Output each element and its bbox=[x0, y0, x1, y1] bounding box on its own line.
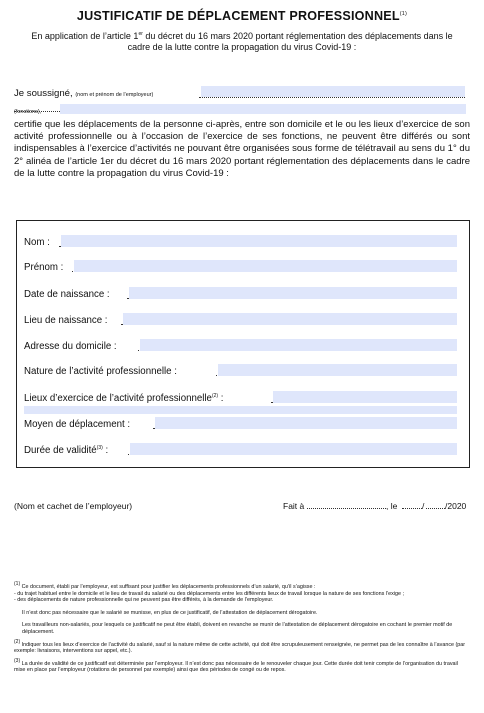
moyen-label: Moyen de déplacement : bbox=[24, 419, 131, 430]
footnote-1 bbox=[14, 581, 470, 591]
date-naissance-label: Date de naissance : bbox=[24, 289, 110, 300]
certification-text: certifie que les déplacements de la personne ci-après, entre son domicile et le ou les lieux d’exercice de son activité professionnelle ou à l’occasion de l’exercice de ses fonctions, ne peuvent être différés ou sont indispensables à l’exercice d’activités ne pouvant être organisées sous forme de télétravail au sens du 1° du 2° alinéa de l’article 1er du décret du 16 mars 2020 portant réglementation des déplacements dans le cadre de la lutte contre la propagation du virus Covid-19 : bbox=[14, 119, 470, 179]
adresse-input[interactable] bbox=[140, 339, 457, 351]
function-hint: (fonctions), bbox=[14, 109, 42, 115]
footnote-3 bbox=[14, 657, 470, 674]
duree-colon: : bbox=[102, 445, 109, 456]
lieux-label-text: Lieux d’exercice de l’activité professionnelle bbox=[24, 393, 212, 404]
footnote-2-marker: (2) bbox=[14, 638, 21, 645]
footnote-3-text: La durée de validité de ce justificatif est déterminée par l’employeur. Il n’est donc pas nécessaire de le renouveler chaque jour. Cette durée doit tenir compte de l’organisation du travail mise en place par l’employeur (rotations de personnel par exemple) ainsi que des périodes de congé ou de repos. bbox=[14, 660, 458, 674]
footnote-1-a: - du trajet habituel entre le domicile et le lieu de travail du salarié ou des déplacements entre les différents lieux de travail lorsque la nature de ses fonctions l’exige ; bbox=[14, 590, 405, 597]
date-naissance-input[interactable] bbox=[129, 287, 457, 299]
footnotes bbox=[14, 581, 470, 674]
footnote-1-b: - des déplacements de nature professionnelle qui ne peuvent pas être différés, à la demande de l’employeur. bbox=[14, 597, 274, 604]
lieu-naissance-label: Lieu de naissance : bbox=[24, 315, 108, 326]
lieu-naissance-input[interactable] bbox=[123, 313, 457, 325]
nature-label: Nature de l’activité professionnelle : bbox=[24, 366, 177, 377]
subtitle-sup: er bbox=[138, 31, 143, 37]
footnote-1-text: Ce document, établi par l’employeur, est suffisant pour justifier les déplacements professionnels d’un salarié, qu’il s’agisse : bbox=[21, 584, 316, 590]
declarant-name-input[interactable] bbox=[201, 86, 465, 97]
declarant-hint: (nom et prénom de l’employeur) bbox=[75, 92, 154, 98]
duree-input[interactable] bbox=[130, 443, 457, 455]
declarant-label: Je soussigné, bbox=[14, 88, 73, 99]
declarant-row bbox=[14, 88, 153, 99]
lieux-colon: : bbox=[218, 393, 224, 404]
document-title bbox=[0, 9, 484, 23]
footnote-2 bbox=[14, 638, 470, 655]
nature-input[interactable] bbox=[218, 364, 457, 376]
footnote-1-c: Il n’est donc pas nécessaire que le salarié se munisse, en plus de ce justificatif, de l’attestation de déplacement dérogatoire. bbox=[22, 609, 318, 616]
month-dotted-line bbox=[426, 500, 445, 509]
nom-label: Nom : bbox=[24, 237, 50, 248]
fait-a-label: Fait à bbox=[283, 501, 305, 511]
lieux-footnote-marker: (2) bbox=[211, 392, 219, 399]
lieux-label bbox=[24, 393, 223, 404]
lieux-input-line-2[interactable] bbox=[24, 406, 457, 414]
subtitle-text-b: du décret du 16 mars 2020 portant réglementation des déplacements dans le cadre de la lutte contre la propagation du virus Covid-19 : bbox=[127, 31, 453, 52]
day-dotted-line bbox=[402, 500, 425, 511]
title-footnote-marker: (1) bbox=[399, 10, 408, 17]
employer-stamp-label: (Nom et cachet de l’employeur) bbox=[14, 501, 133, 511]
duree-label bbox=[24, 445, 108, 456]
adresse-label: Adresse du domicile : bbox=[24, 341, 117, 352]
footnote-1-marker: (1) bbox=[14, 581, 21, 588]
title-text: JUSTIFICATIF DE DÉPLACEMENT PROFESSIONNEL bbox=[76, 9, 400, 23]
date-slash: / bbox=[422, 501, 425, 511]
prenom-label: Prénom : bbox=[24, 262, 64, 273]
fait-a-dotted-line bbox=[307, 500, 386, 509]
subtitle-text-a: En application de l’article 1 bbox=[31, 31, 139, 41]
footnote-1-d: Les travailleurs non-salariés, pour lesquels ce justificatif ne peut être établi, doivent en revanche se munir de l’attestation de déplacement dérogatoire en cochant le premier motif de déplacement. bbox=[22, 622, 453, 635]
footnote-3-marker: (3) bbox=[14, 657, 21, 664]
footnote-2-text: Indiquer tous les lieux d’exercice de l’activité du salarié, sauf si la nature même de cette activité, qui doit être scrupuleusement renseignée, ne permet pas de les connaître à l’avance (par exemple: livraisons, interventions sur appel, etc.). bbox=[14, 641, 466, 655]
function-input[interactable] bbox=[60, 104, 466, 114]
moyen-input[interactable] bbox=[155, 417, 457, 429]
duree-label-text: Durée de validité bbox=[24, 445, 97, 456]
year-label: /2020 bbox=[445, 501, 467, 511]
document-subtitle bbox=[20, 31, 464, 53]
prenom-input[interactable] bbox=[74, 260, 457, 272]
lieux-input-line-1[interactable] bbox=[273, 391, 457, 403]
le-label: , le bbox=[386, 501, 398, 511]
duree-footnote-marker: (3) bbox=[96, 444, 103, 451]
nom-input[interactable] bbox=[61, 235, 457, 247]
